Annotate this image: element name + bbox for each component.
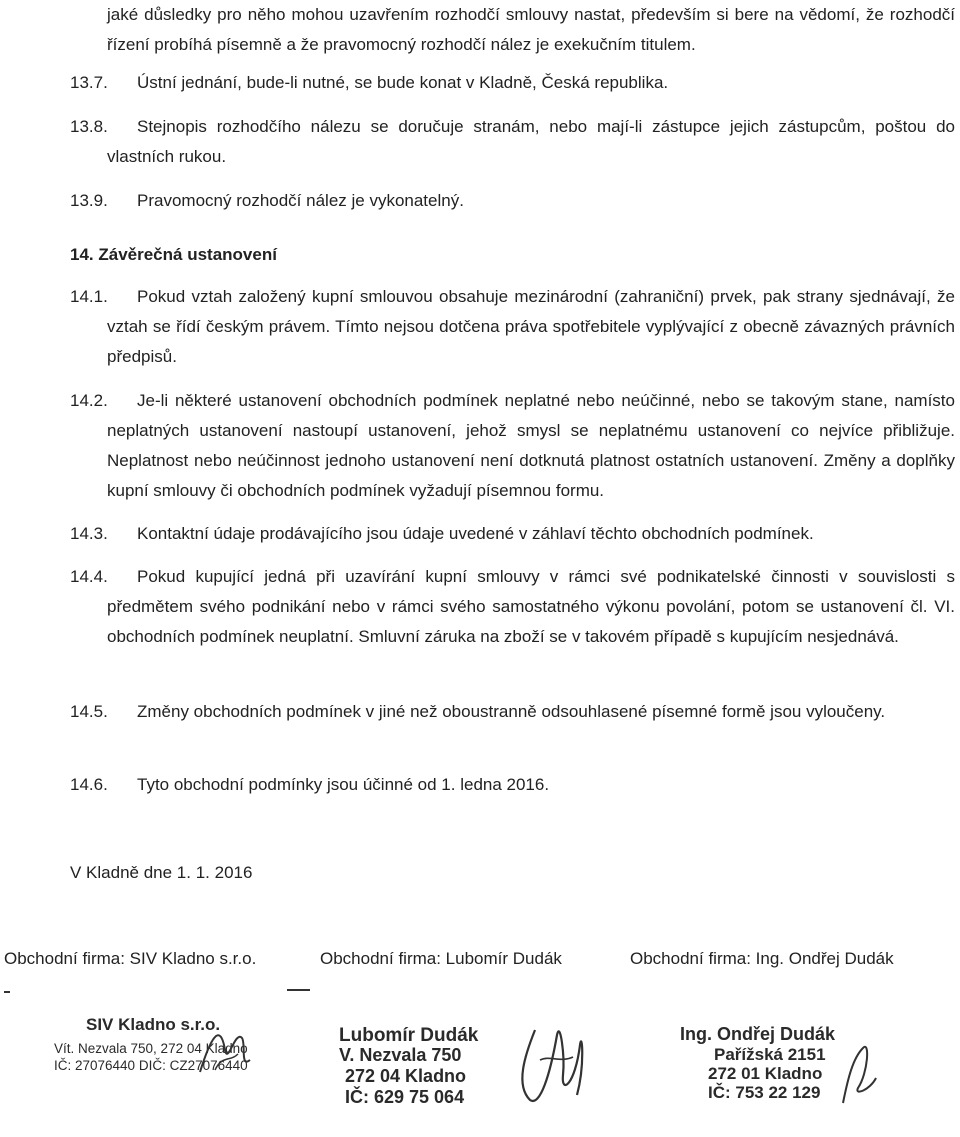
- stamp-lubomir: [335, 1015, 595, 1110]
- clause-text: Stejnopis rozhodčího nálezu se doručuje stranám, nebo mají-li zástupce jejich zástupcům, poštou do vlastních rukou.: [107, 117, 955, 166]
- clause-14-6: [70, 770, 955, 800]
- intro-paragraph: jaké důsledky pro něho mohou uzavřením rozhodčí smlouvy nastat, především si bere na vědomí, že rozhodčí řízení probíhá písemně a že pravomocný rozhodčí nález je exekučním titulem.: [107, 5, 955, 54]
- clause-14-5: [70, 697, 955, 727]
- clause-text: Ústní jednání, bude-li nutné, se bude konat v Kladně, Česká republika.: [137, 73, 669, 92]
- clause-text: Tyto obchodní podmínky jsou účinné od 1. ledna 2016.: [137, 775, 550, 794]
- signature-line: [4, 991, 10, 993]
- clause-text: Kontaktní údaje prodávajícího jsou údaje uvedené v záhlaví těchto obchodních podmínek.: [137, 524, 814, 543]
- stamp-ondrej-line4: IČ: 753 22 129: [708, 1083, 821, 1102]
- clause-number: 13.9.: [70, 191, 108, 210]
- clause-14-4: [70, 562, 955, 652]
- stamp-siv-line3: IČ: 27076440 DIČ: CZ27076440: [54, 1058, 248, 1073]
- clause-number: 14.6.: [70, 775, 108, 794]
- clause-14-2: [70, 386, 955, 506]
- clause-13-9: [70, 186, 955, 216]
- stamp-siv-line1: SIV Kladno s.r.o.: [86, 1015, 221, 1034]
- clause-13-8: [70, 112, 955, 172]
- stamp-siv: [50, 1010, 270, 1080]
- clause-14-3: [70, 519, 955, 549]
- date-line: V Kladně dne 1. 1. 2016: [70, 863, 253, 882]
- clause-text: Pokud vztah založený kupní smlouvou obsahuje mezinárodní (zahraniční) prvek, pak strany sjednávají, že vztah se řídí českým právem. Tímto nejsou dotčena práva spotřebitele vyplývající z obecně závazných právních předpisů.: [107, 287, 955, 366]
- clause-number: 13.7.: [70, 73, 108, 92]
- firm-ondrej: Obchodní firma: Ing. Ondřej Dudák: [630, 949, 894, 968]
- signature-mark: [540, 1057, 573, 1060]
- clause-14-1: [70, 282, 955, 372]
- clause-number: 14.2.: [70, 391, 108, 410]
- signature-mark: [522, 1030, 582, 1101]
- clause-text: Pokud kupující jedná při uzavírání kupní smlouvy v rámci své podnikatelské činnosti v souvislosti s předmětem svého podnikání nebo v rámci svého samostatného výkonu povolání, potom se ustanovení čl. VI. obchodních podmínek neuplatní. Smluvní záruka na zboží se v takovém případě s kupujícím nesjednává.: [107, 567, 955, 646]
- clause-number: 14.5.: [70, 702, 108, 721]
- clause-number: 14.3.: [70, 524, 108, 543]
- firm-siv: Obchodní firma: SIV Kladno s.r.o.: [4, 949, 257, 968]
- clause-text: Změny obchodních podmínek v jiné než oboustranně odsouhlasené písemné formě jsou vyloučeny.: [137, 702, 886, 721]
- stamp-ondrej-line2: Pařížská 2151: [714, 1045, 826, 1064]
- clause-text: Pravomocný rozhodčí nález je vykonatelný.: [137, 191, 464, 210]
- clause-text: Je-li některé ustanovení obchodních podmínek neplatné nebo neúčinné, nebo se takovým stane, namísto neplatných ustanovení nastoupí ustanovení, jehož smysl se neplatnému ustanovení co nejvíce přibližuje. Neplatnost nebo neúčinnost jednoho ustanovení není dotknutá platnost ostatních ustanovení. Změny a doplňky kupní smlouvy či obchodních podmínek vyžadují písemnou formu.: [107, 391, 955, 500]
- signature-line: [287, 989, 310, 991]
- stamp-lubomir-line2: V. Nezvala 750: [339, 1045, 462, 1065]
- stamp-ondrej-line3: 272 01 Kladno: [708, 1064, 823, 1083]
- clause-number: 14.4.: [70, 567, 108, 586]
- stamp-lubomir-line3: 272 04 Kladno: [345, 1066, 467, 1086]
- stamp-ondrej-line1: Ing. Ondřej Dudák: [680, 1024, 836, 1044]
- clause-number: 14.1.: [70, 287, 108, 306]
- stamp-lubomir-line1: Lubomír Dudák: [339, 1025, 479, 1046]
- firm-lubomir: Obchodní firma: Lubomír Dudák: [320, 949, 562, 968]
- stamp-ondrej: [678, 1018, 888, 1108]
- clause-13-7: [70, 68, 955, 98]
- clause-number: 13.8.: [70, 117, 108, 136]
- stamp-lubomir-line4: IČ: 629 75 064: [345, 1087, 465, 1107]
- section-heading: 14. Závěrečná ustanovení: [70, 245, 277, 264]
- stamp-siv-line2: Vít. Nezvala 750, 272 04 Kladno: [54, 1041, 248, 1056]
- signature-mark: [843, 1047, 876, 1103]
